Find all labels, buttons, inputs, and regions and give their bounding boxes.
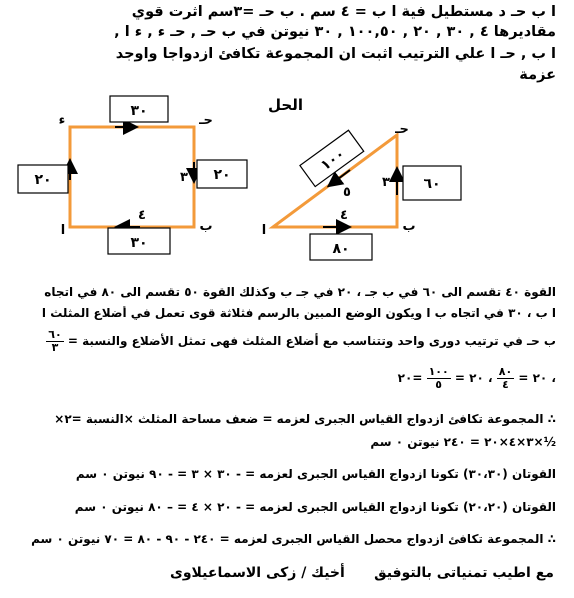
tri-force-right: ٦٠ xyxy=(423,176,441,192)
fraction-80-4 xyxy=(497,366,514,391)
closing-author: أخيك / زكى الاسماعيلاوى xyxy=(170,565,345,581)
solution-line-6: ½×٣×٤×٢٠ = ٢٤٠ نيوتن ٠ سم xyxy=(370,435,556,449)
problem-line-4: عزمة xyxy=(519,67,556,83)
ratio-num: ٦٠ xyxy=(48,329,62,341)
rect-vertex-top-right: حـ xyxy=(199,113,213,128)
solution-line-9: ∴ المجموعة تكافئ ازدواج محصل القياس الجبرى لعزمه = ٢٤٠ - ٩٠ - ٨٠ = ٧٠ نيوتن ٠ سم xyxy=(31,532,556,546)
closing-line xyxy=(170,565,554,581)
tri-side-hyp: ٥ xyxy=(343,185,351,200)
rect-side-right: ٣ xyxy=(180,170,188,185)
frac2-den: ٥ xyxy=(435,378,442,391)
solution-title: الحل xyxy=(268,96,303,114)
frac2-num: ١٠٠ xyxy=(428,366,449,378)
tri-vertex-right: ب xyxy=(402,219,416,234)
solution-line-4-b: ، ٢٠ = xyxy=(454,371,493,385)
tri-force-hyp: ١٠٠ xyxy=(317,145,349,175)
rectangle-shape xyxy=(70,127,194,227)
solution-line-5: ∴ المجموعة تكافئ ازدواج القياس الجبرى لعزمه = ضعف مساحة المثلث ×النسبة =٢× xyxy=(54,412,556,426)
solution-line-8: القوتان (٢٠،٢٠) تكونا ازدواج القياس الجبرى لعزمه = - ٢٠ × ٤ = – ٨٠ نيوتن ٠ سم xyxy=(74,500,556,514)
fraction-100-5 xyxy=(427,366,451,391)
rectangle-diagram xyxy=(18,96,247,254)
rect-vertex-bottom-right: ب xyxy=(199,219,213,234)
solution-line-3 xyxy=(10,329,556,354)
rect-force-right: ٢٠ xyxy=(213,167,231,183)
solution-line-3-text: ب حـ في ترتيب دورى واحد وتتناسب مع أضلاع المثلث فهى تمثل الأضلاع والنسبة = xyxy=(67,334,556,348)
force-box-tri-hyp xyxy=(300,130,364,186)
tri-vertex-left: ا xyxy=(261,223,267,238)
ratio-den: ٣ xyxy=(51,341,59,354)
problem-line-1: ا ب حـ د مستطيل فية ا ب = ٤ سم . ب حـ =٣سم اثرت قوي xyxy=(131,4,556,20)
ratio-fraction xyxy=(46,329,63,354)
frac1-den: ٤ xyxy=(502,378,509,391)
triangle-diagram xyxy=(262,122,461,260)
rect-force-left: ٢٠ xyxy=(34,172,52,188)
rect-side-bottom: ٤ xyxy=(138,208,146,223)
tri-vertex-top: حـ xyxy=(395,122,409,137)
problem-line-3: ا ب , حـ ا علي الترتيب اثبت ان المجموعة تكافئ ازدواجا واوجد xyxy=(115,46,556,62)
rect-force-top: ٣٠ xyxy=(130,103,148,119)
rect-vertex-top-left: ء xyxy=(58,113,66,128)
problem-line-2: مقاديرها ٤ , ٣٠ , ٢٠ , ١٠٠,٥٠ , ٣٠ نيوتن في ب حـ , حـ ء , ء ا , xyxy=(114,24,556,40)
solution-line-1: القوة ٤٠ تقسم الى ٦٠ في ب جـ ، ٢٠ في جـ ب وكذلك القوة ٥٠ تقسم الى ٨٠ في اتجاه xyxy=(44,285,556,299)
tri-force-bottom: ٨٠ xyxy=(332,241,350,257)
frac1-num: ٨٠ xyxy=(498,366,513,378)
rect-force-bottom: ٣٠ xyxy=(130,235,148,251)
closing-wish: مع اطيب تمنياتى بالتوفيق xyxy=(374,565,554,581)
tri-side-right: ٣ xyxy=(382,175,390,190)
solution-line-7: القوتان (٣٠،٣٠) تكونا ازدواج القياس الجبرى لعزمه = - ٣٠ × ٣ = - ٩٠ نيوتن ٠ سم xyxy=(75,467,556,481)
solution-line-4 xyxy=(10,366,556,391)
tri-side-bottom: ٤ xyxy=(340,208,348,223)
solution-line-4-a: ، ٢٠ = xyxy=(518,371,556,385)
solution-line-4-c: =٢٠ xyxy=(397,371,423,385)
solution-line-2: ا ب ، ٣٠ في اتجاه ب ا ويكون الوضع المبين بالرسم فثلاثة قوى تعمل في أضلاع المثلث ا xyxy=(41,306,556,320)
rect-vertex-bottom-left: ا xyxy=(60,223,66,238)
